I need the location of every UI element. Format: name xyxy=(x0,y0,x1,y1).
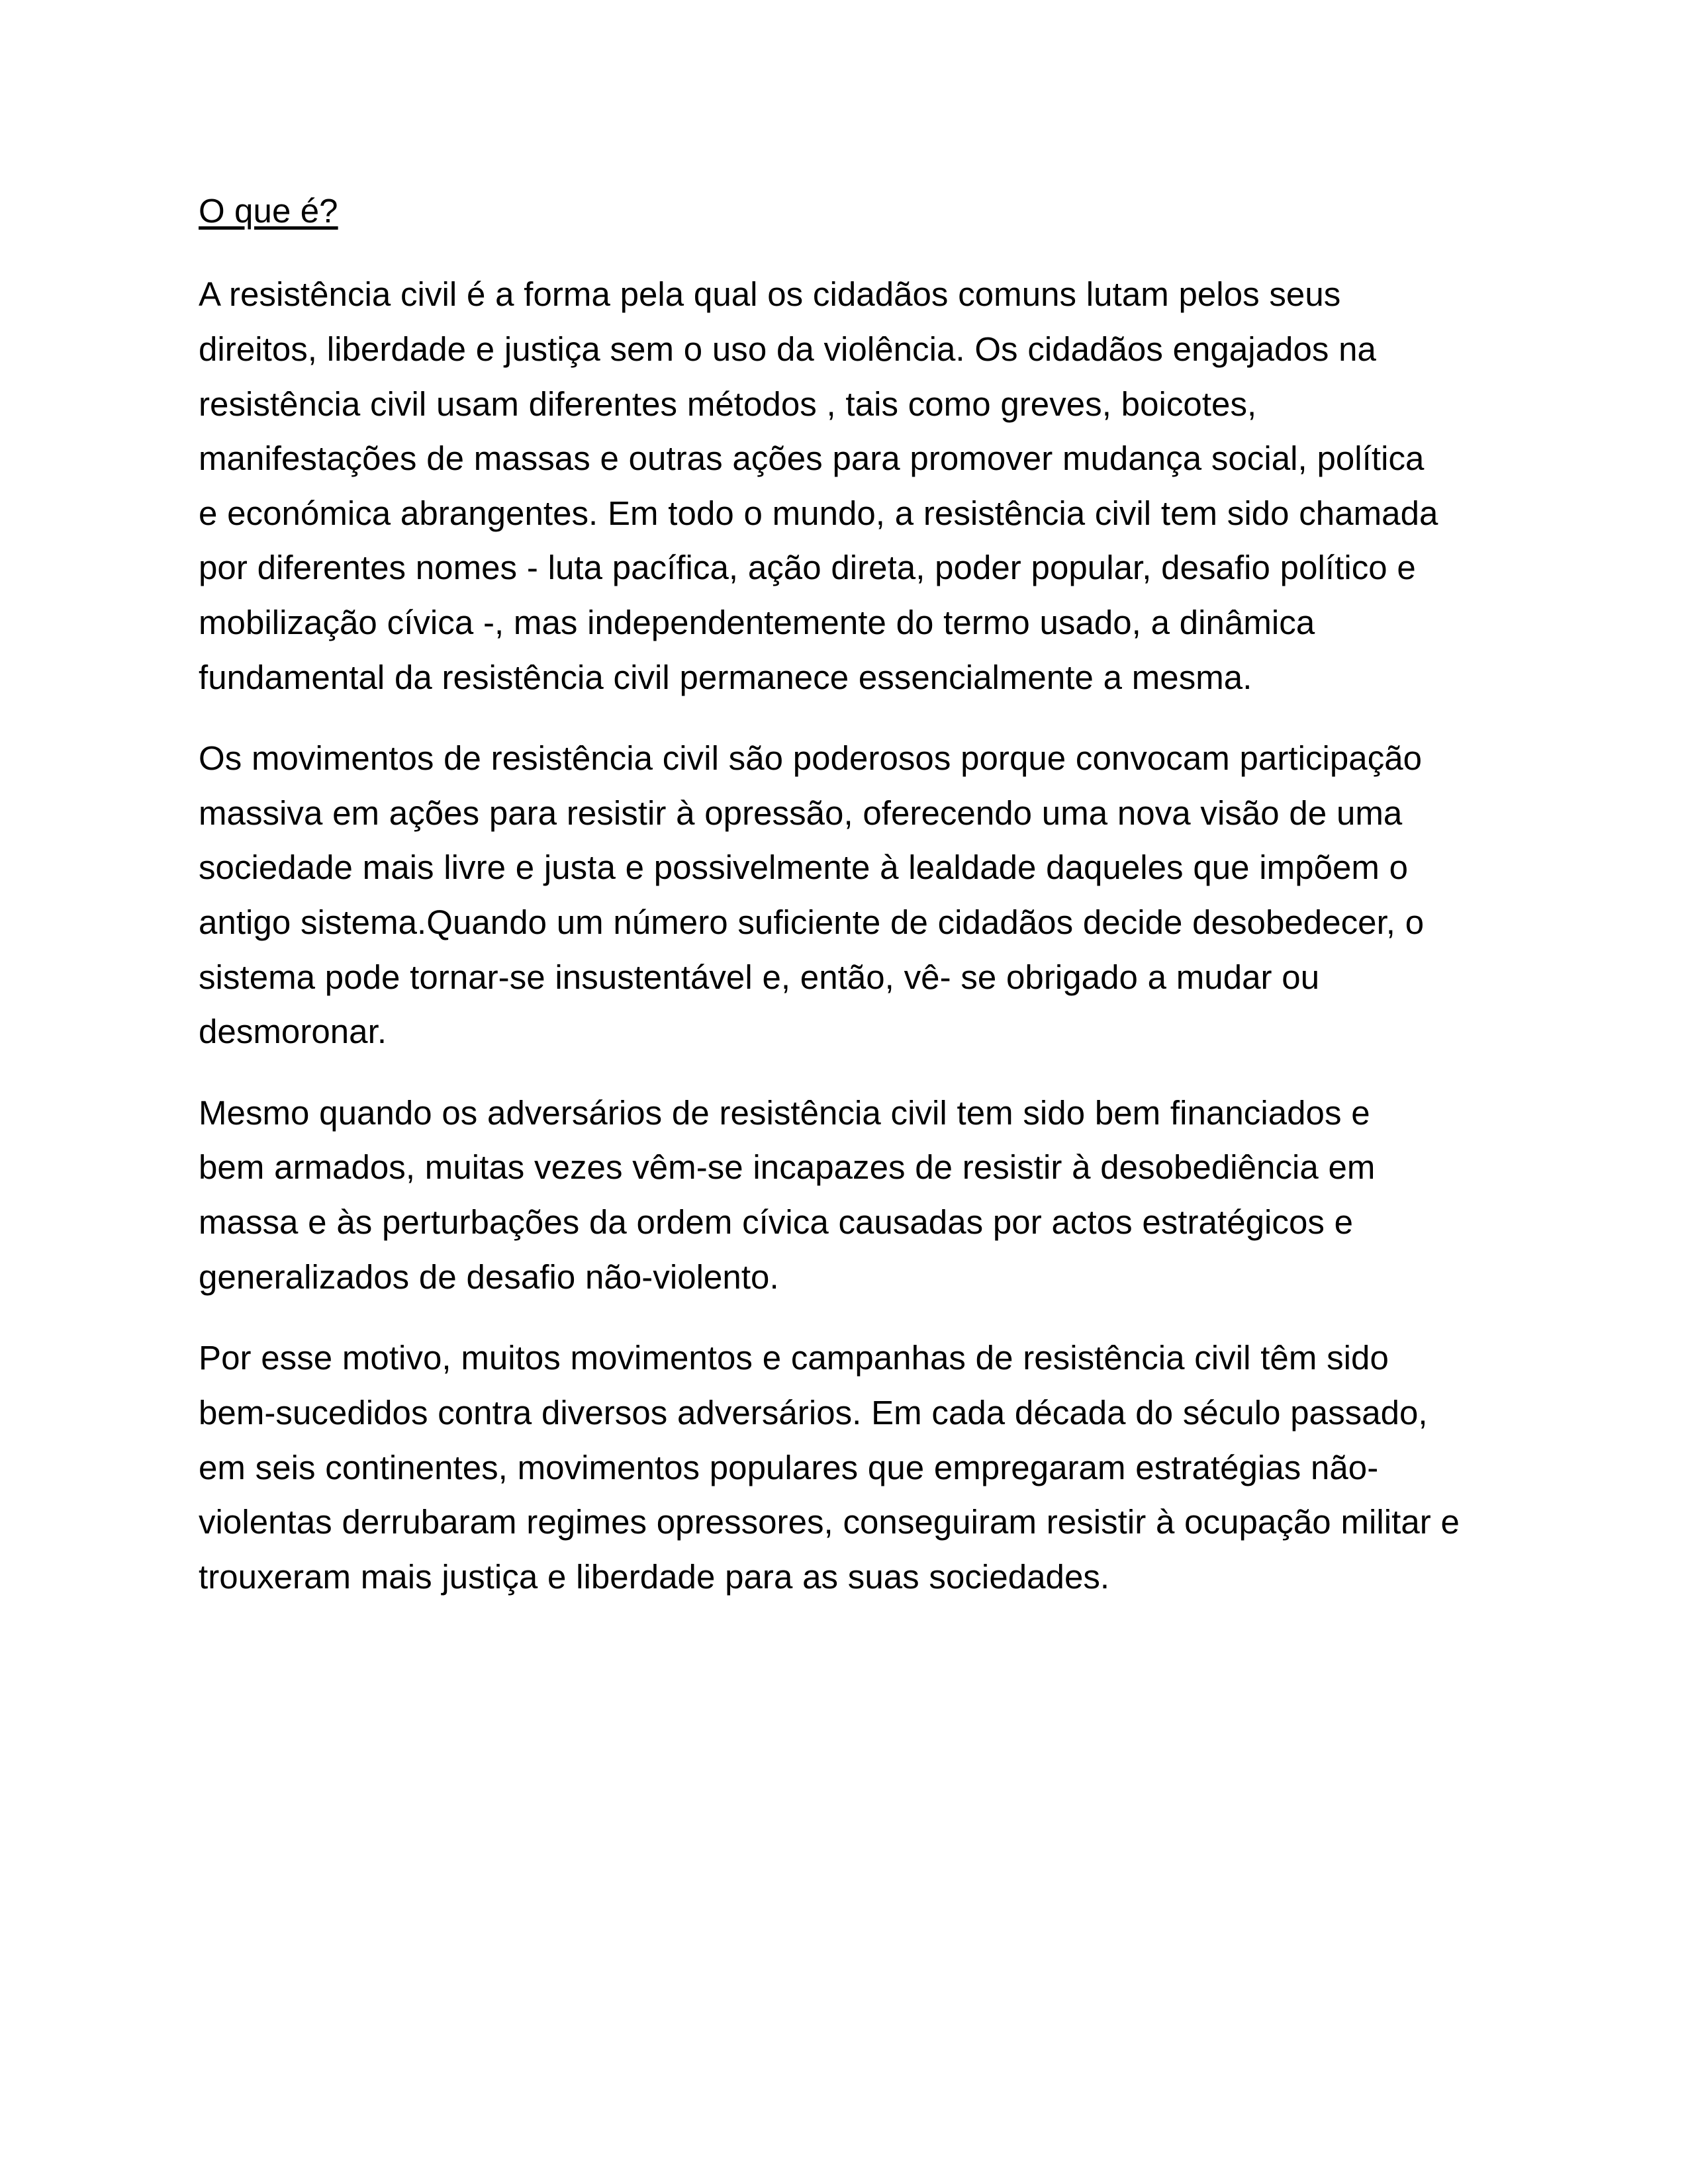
body-paragraph-1: A resistência civil é a forma pela qual os cidadãos comuns lutam pelos seus direitos, liberdade e justiça sem o uso da violência. Os cidadãos engajados na resistência civil usam diferentes métodos , tais como greves, boicotes, manifestações de massas e outras ações para promover mudança social, política e económica abrangentes. Em todo o mundo, a resistência civil tem sido chamada por diferentes nomes - luta pacífica, ação direta, poder popular, desafio político e mobilização cívica -, mas independentemente do termo usado, a dinâmica fundamental da resistência civil permanece essencialmente a mesma. xyxy=(199,275,1438,696)
body-paragraph-4: Por esse motivo, muitos movimentos e campanhas de resistência civil têm sido bem-sucedidos contra diversos adversários. Em cada década do século passado, em seis continentes, movimentos populares que empregaram estratégias não-violentas derrubaram regimes opressores, conseguiram resistir à ocupação militar e trouxeram mais justiça e liberdade para as suas sociedades. xyxy=(199,1339,1460,1596)
body-paragraph-3: Mesmo quando os adversários de resistência civil tem sido bem financiados e bem armados, muitas vezes vêm-se incapazes de resistir à desobediência em massa e às perturbações da ordem cívica causadas por actos estratégicos e generalizados de desafio não-violento. xyxy=(199,1093,1376,1296)
page-title: O que é? xyxy=(199,192,338,230)
body-paragraph-2: Os movimentos de resistência civil são poderosos porque convocam participação massiva em ações para resistir à opressão, oferecendo uma nova visão de uma sociedade mais livre e justa e possivelmente à lealdade daqueles que impõem o antigo sistema.Quando um número suficiente de cidadãos decide desobedecer, o sistema pode tornar-se insustentável e, então, vê- se obrigado a mudar ou desmoronar. xyxy=(199,739,1425,1051)
